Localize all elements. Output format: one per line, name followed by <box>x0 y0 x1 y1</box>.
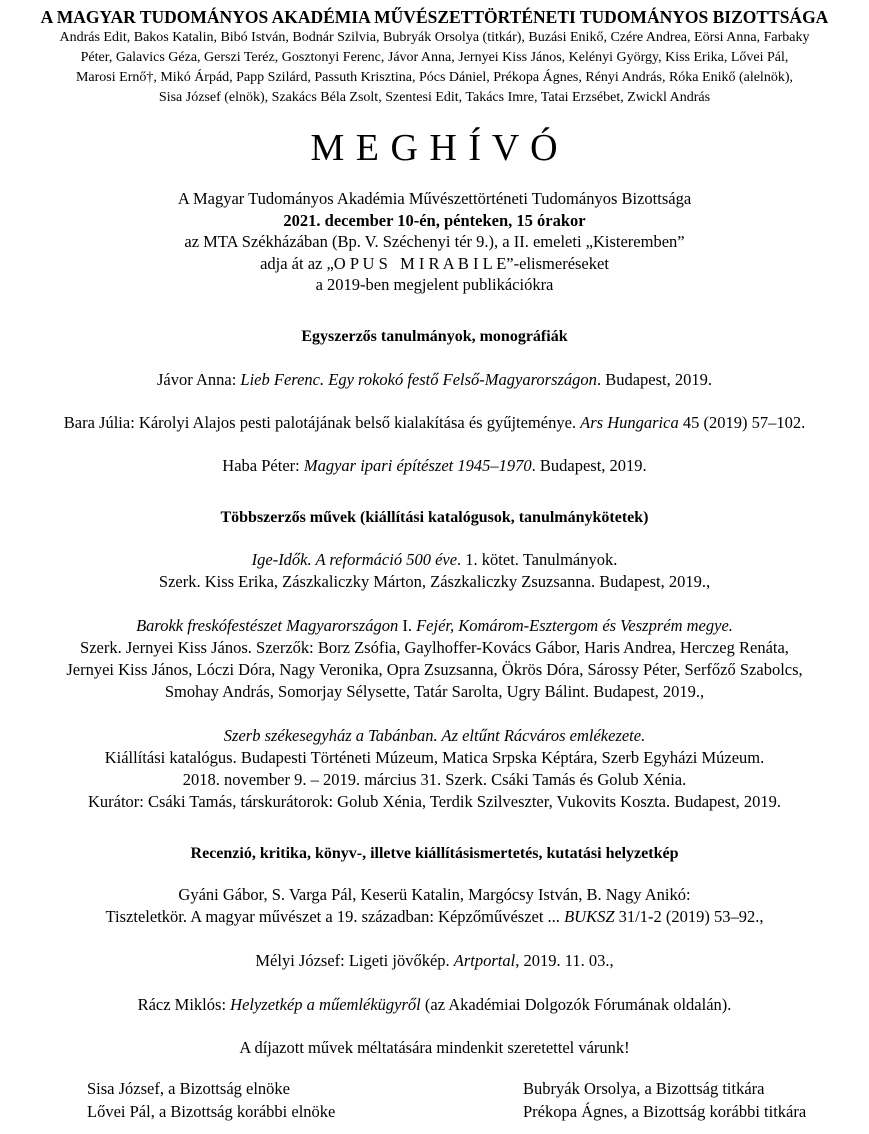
entry-line: Jernyei Kiss János, Lóczi Dóra, Nagy Veronika, Opra Zsuzsanna, Ökrös Dóra, Sárossy Péter, Serfőző Szabolcs, <box>66 659 803 679</box>
publication-entry <box>0 884 869 928</box>
intro-block <box>0 188 869 296</box>
publication-entry <box>0 615 869 703</box>
publication-entry <box>0 412 869 434</box>
signature-line: Bubryák Orsolya, a Bizottság titkára <box>523 1078 765 1098</box>
intro-line: a 2019-ben megjelent publikációkra <box>315 275 554 294</box>
entry-line: Jávor Anna: Lieb Ferenc. Egy rokokó festő Felső-Magyarországon. Budapest, 2019. <box>157 369 712 389</box>
closing-line: A díjazott művek méltatására mindenkit szeretettel várunk! <box>239 1037 630 1057</box>
member-list <box>0 28 869 108</box>
signature-right-column <box>523 1077 806 1123</box>
section-heading: Többszerzős művek (kiállítási katalógusok, tanulmánykötetek) <box>220 508 649 526</box>
section-heading: Recenzió, kritika, könyv-, illetve kiállításismertetés, kutatási helyzetkép <box>190 844 679 862</box>
member-list-line: Sisa József (elnök), Szakács Béla Zsolt, Szentesi Edit, Takács Imre, Tatai Erzsébet, Zwickl András <box>158 90 711 105</box>
signature-left-column <box>87 1077 335 1123</box>
publication-entry <box>0 950 869 972</box>
member-list-line: Péter, Galavics Géza, Gerszi Teréz, Gosztonyi Ferenc, Jávor Anna, Jernyei Kiss János, Kelényi György, Kiss Erika, Lővei Pál, <box>80 50 789 65</box>
entry-line: Mélyi József: Ligeti jövőkép. Artportal, 2019. 11. 03., <box>255 950 614 970</box>
entry-line: Szerk. Jernyei Kiss János. Szerzők: Borz Zsófia, Gaylhoffer-Kovács Gábor, Haris Andrea, Herczeg Renáta, <box>80 637 789 657</box>
entry-line: Szerb székesegyház a Tabánban. Az eltűnt Rácváros emlékezete. <box>223 725 646 745</box>
entry-line: Gyáni Gábor, S. Varga Pál, Keserü Katalin, Margócsy István, B. Nagy Anikó: <box>178 884 691 904</box>
publication-entry <box>0 994 869 1016</box>
entry-line: Haba Péter: Magyar ipari építészet 1945–1970. Budapest, 2019. <box>222 455 647 475</box>
entry-line: Smohay András, Somorjay Sélysette, Tatár Sarolta, Ugry Bálint. Budapest, 2019., <box>164 681 705 701</box>
event-location-line: az MTA Székházában (Bp. V. Széchenyi tér 9.), a II. emeleti „Kisteremben” <box>184 232 685 251</box>
event-date-line: 2021. december 10-én, pénteken, 15 órakor <box>283 210 586 230</box>
signature-line: Prékopa Ágnes, a Bizottság korábbi titkára <box>523 1101 807 1121</box>
signature-line: Lővei Pál, a Bizottság korábbi elnöke <box>87 1101 336 1121</box>
entry-line: Barokk freskófestészet Magyarországon I. Fejér, Komárom-Esztergom és Veszprém megye. <box>136 615 733 635</box>
entry-line: Ige-Idők. A reformáció 500 éve. 1. kötet. Tanulmányok. <box>251 549 618 569</box>
member-list-line: András Edit, Bakos Katalin, Bibó István, Bodnár Szilvia, Bubryák Orsolya (titkár), Buzási Enikő, Czére Andrea, Eörsi Anna, Farbaky <box>59 30 810 45</box>
entry-line: Kiállítási katalógus. Budapesti Történeti Múzeum, Matica Srpska Képtára, Szerb Egyházi Múzeum. <box>104 747 765 767</box>
entry-line: Kurátor: Csáki Tamás, társkurátorok: Golub Xénia, Terdik Szilveszter, Vukovits Koszta. Budapest, 2019. <box>87 791 782 811</box>
entry-line: Bara Júlia: Károlyi Alajos pesti palotájának belső kialakítása és gyűjteménye. Ars Hungarica 45 (2019) 57–102. <box>63 412 806 432</box>
entry-line: 2018. november 9. – 2019. március 31. Szerk. Csáki Tamás és Golub Xénia. <box>182 769 687 789</box>
publication-entry <box>0 369 869 391</box>
entry-line: Szerk. Kiss Erika, Zászkaliczky Márton, Zászkaliczky Zsuzsanna. Budapest, 2019., <box>158 571 711 591</box>
entry-line: Rácz Miklós: Helyzetkép a műemlékügyről (az Akadémiai Dolgozók Fórumának oldalán). <box>137 994 732 1014</box>
signature-block <box>0 1077 869 1133</box>
entry-line: Tiszteletkör. A magyar művészet a 19. században: Képzőművészet ... BUKSZ 31/1-2 (2019) 53–92., <box>105 906 764 926</box>
award-name-line: adja át az „O P U S M I R A B I L E”-elismeréseket <box>260 253 609 273</box>
member-list-line: Marosi Ernő†, Mikó Árpád, Papp Szilárd, Passuth Krisztina, Pócs Dániel, Prékopa Ágnes, Rényi András, Róka Enikő (alelnök), <box>75 70 793 85</box>
document-title: M E G H Í V Ó <box>310 127 559 169</box>
publication-entry <box>0 725 869 813</box>
publication-entry <box>0 549 869 593</box>
publication-entry <box>0 455 869 477</box>
intro-line: A Magyar Tudományos Akadémia Művészettörténeti Tudományos Bizottsága <box>177 189 692 208</box>
signature-line: Sisa József, a Bizottság elnöke <box>87 1078 290 1098</box>
committee-title: A MAGYAR TUDOMÁNYOS AKADÉMIA MŰVÉSZETTÖRTÉNETI TUDOMÁNYOS BIZOTTSÁGA <box>40 7 829 27</box>
section-heading: Egyszerzős tanulmányok, monográfiák <box>301 327 568 345</box>
